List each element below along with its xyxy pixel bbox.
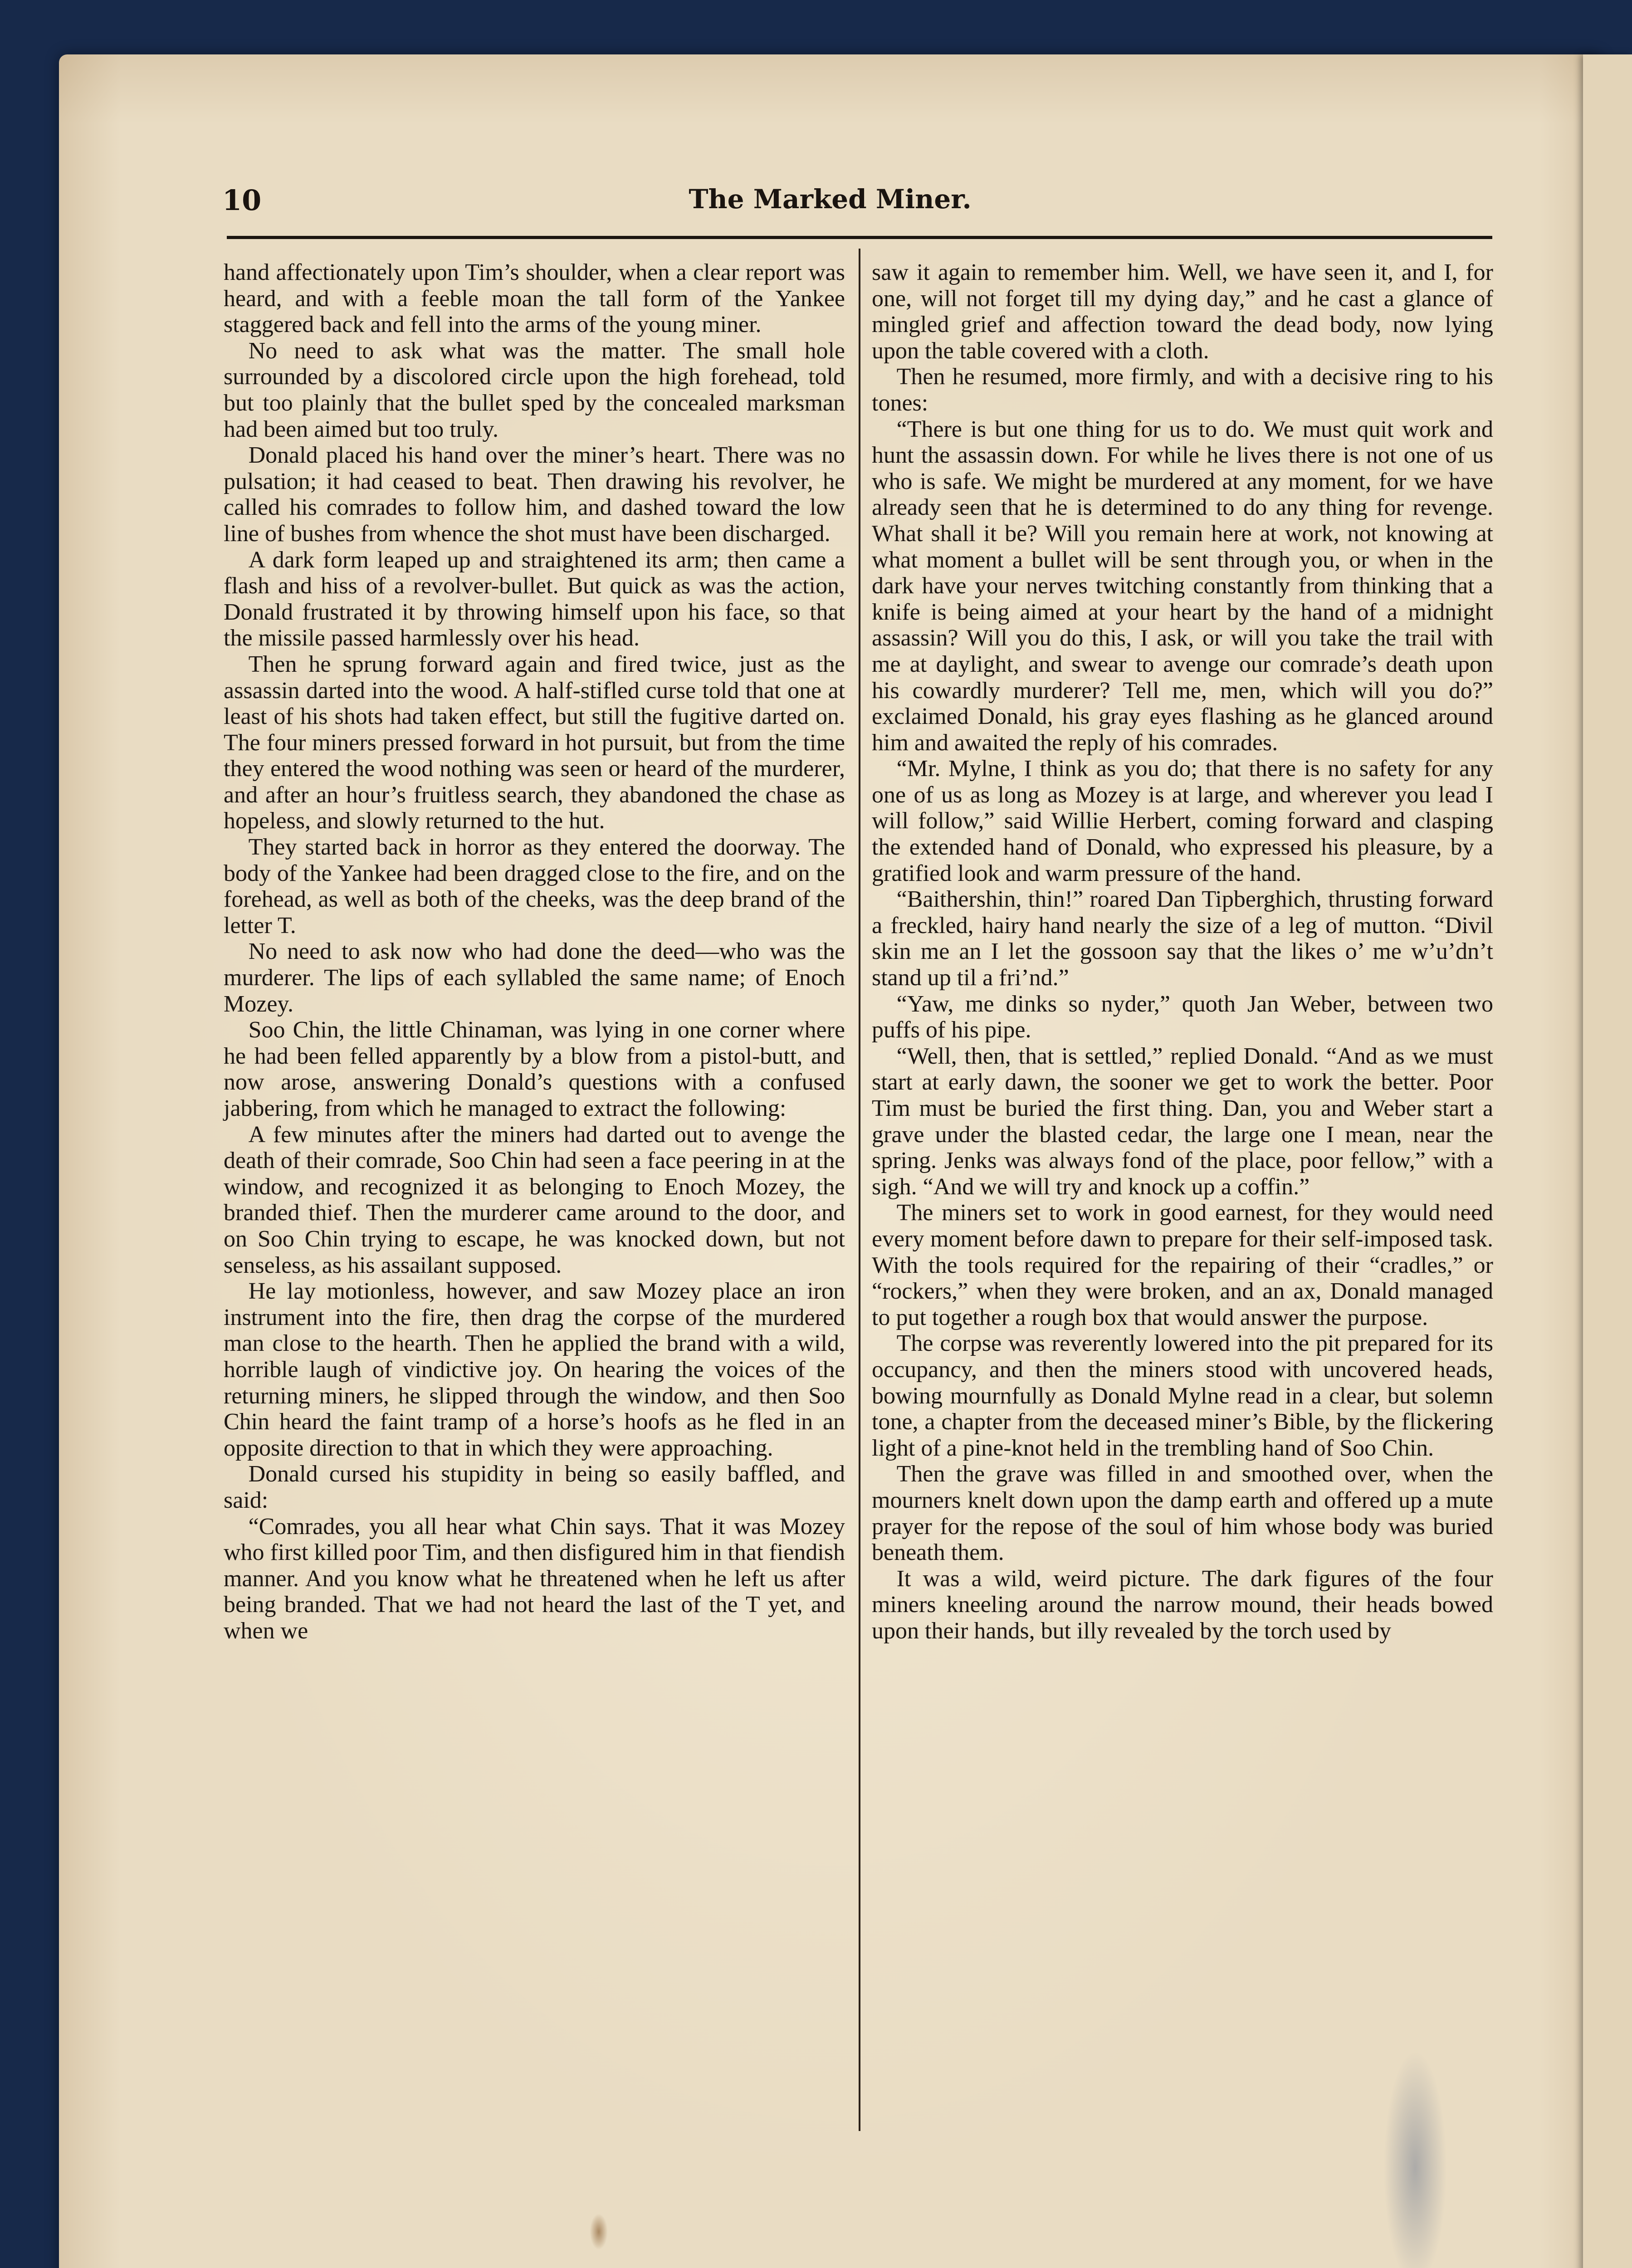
paragraph: Then he sprung forward again and fired twice, just as the assassin darted into the wood. A half-stifled curse told that one at least of his shots had taken effect, but still the fugitive darted on. The four miners pressed forward in hot pursuit, but from the time they entered the wood nothing was seen or heard of the murderer, and after an hour’s fruitless search, they abandoned the chase as hopeless, and slowly returned to the hut. <box>224 651 845 834</box>
paragraph: A few minutes after the miners had darted out to avenge the death of their comrade, Soo Chin had seen a face peering in at the window, and recognized it as belonging to Enoch Mozey, the branded thief. Then the murderer came around to the door, and on Soo Chin trying to escape, he was knocked down, but not senseless, as his assailant supposed. <box>224 1121 845 1278</box>
paragraph: He lay motionless, however, and saw Mozey place an iron instrument into the fire, then drag the corpse of the murdered man close to the hearth. Then he applied the brand with a wild, horrible laugh of vindictive joy. On hearing the voices of the returning miners, he slipped through the window, and then Soo Chin heard the faint tramp of a horse’s hoofs as he fled in an opposite direction to that in which they were approaching. <box>224 1278 845 1461</box>
column-divider <box>859 249 860 2131</box>
paragraph: Then he resumed, more firmly, and with a decisive ring to his tones: <box>872 364 1493 416</box>
paragraph: No need to ask now who had done the deed—who was the murderer. The lips of each syllabled the same name; of Enoch Mozey. <box>224 938 845 1017</box>
paragraph: The miners set to work in good earnest, for they would need every moment before dawn to prepare for their self-imposed task. With the tools required for the repairing of their “cradles,” or “rockers,” when they were broken, and an ax, Donald managed to put together a rough box that would answer the purpose. <box>872 1200 1493 1330</box>
paragraph: “Comrades, you all hear what Chin says. That it was Mozey who first killed poor Tim, and then disfigured him in that fiendish manner. And you know what he threatened when he left us after being branded. That we had not heard the last of the T yet, and when we <box>224 1513 845 1644</box>
paragraph: Donald placed his hand over the miner’s heart. There was no pulsation; it had ceased to beat. Then drawing his revolver, he called his comrades to follow him, and dashed toward the low line of bushes from whence the shot must have been discharged. <box>224 442 845 547</box>
page-header <box>168 179 1492 229</box>
paragraph: A dark form leaped up and straightened its arm; then came a flash and hiss of a revolver-bullet. But quick as was the action, Donald frustrated it by throwing himself upon his face, so that the missile passed harmlessly over his head. <box>224 547 845 651</box>
paragraph: hand affectionately upon Tim’s shoulder, when a clear report was heard, and with a feeble moan the tall form of the Yankee staggered back and fell into the arms of the young miner. <box>224 259 845 338</box>
right-column <box>872 259 1493 1644</box>
paragraph: No need to ask what was the matter. The small hole surrounded by a discolored circle upon the high forehead, told but too plainly that the bullet sped by the concealed marksman had been aimed but too truly. <box>224 337 845 442</box>
paragraph: Soo Chin, the little Chinaman, was lying in one corner where he had been felled apparently by a blow from a pistol-butt, and now arose, answering Donald’s questions with a confused jabbering, from which he managed to extract the following: <box>224 1017 845 1121</box>
paragraph: The corpse was reverently lowered into the pit prepared for its occupancy, and then the miners stood with uncovered heads, bowing mournfully as Donald Mylne read in a clear, but solemn tone, a chapter from the deceased miner’s Bible, by the flickering light of a pine-knot held in the trembling hand of Soo Chin. <box>872 1330 1493 1461</box>
paragraph: “There is but one thing for us to do. We must quit work and hunt the assassin down. For while he lives there is not one of us who is safe. We might be murdered at any moment, for we have already seen that he is determined to do any thing for revenge. What shall it be? Will you remain here at work, not knowing at what moment a bullet will be sent through you, or when in the dark have your nerves twitching constantly from thinking that a knife is being aimed at your heart by the hand of a midnight assassin? Will you do this, I ask, or will you take the trail with me at daylight, and swear to avenge our comrade’s death upon his cowardly murderer? Tell me, men, which will you do?” exclaimed Donald, his gray eyes flashing as he glanced around him and awaited the reply of his comrades. <box>872 416 1493 756</box>
next-page-edge <box>1583 54 1632 2268</box>
paragraph: “Well, then, that is settled,” replied Donald. “And as we must start at early dawn, the sooner we get to work the better. Poor Tim must be buried the first thing. Dan, you and Weber start a grave under the blasted cedar, the large one I mean, near the spring. Jenks was always fond of the place, poor fellow,” with a sigh. “And we will try and knock up a coffin.” <box>872 1043 1493 1200</box>
paragraph: They started back in horror as they entered the doorway. The body of the Yankee had been dragged close to the fire, and on the forehead, as well as both of the cheeks, was the deep brand of the letter T. <box>224 834 845 938</box>
paragraph: “Yaw, me dinks so nyder,” quoth Jan Weber, between two puffs of his pipe. <box>872 991 1493 1043</box>
header-rule <box>227 236 1492 239</box>
paragraph: saw it again to remember him. Well, we have seen it, and I, for one, will not forget till my dying day,” and he cast a glance of mingled grief and affection toward the dead body, now lying upon the table covered with a cloth. <box>872 259 1493 364</box>
running-title: The Marked Miner. <box>689 184 972 215</box>
paragraph: “Mr. Mylne, I think as you do; that there is no safety for any one of us as long as Mozey is at large, and wherever you lead I will follow,” said Willie Herbert, coming forward and clasping the extended hand of Donald, who expressed his pleasure, by a gratified look and warm pressure of the hand. <box>872 756 1493 886</box>
paragraph: “Baithershin, thin!” roared Dan Tipberghich, thrusting forward a freckled, hairy hand nearly the size of a leg of mutton. “Divil skin me an I let the gossoon say that the likes o’ me w’u’dn’t stand up til a fri’nd.” <box>872 886 1493 991</box>
page-number: 10 <box>222 184 262 217</box>
left-column <box>224 259 845 1644</box>
paragraph: It was a wild, weird picture. The dark figures of the four miners kneeling around the narrow mound, their heads bowed upon their hands, but illy revealed by the torch used by <box>872 1565 1493 1644</box>
paragraph: Donald cursed his stupidity in being so easily baffled, and said: <box>224 1461 845 1513</box>
paragraph: Then the grave was filled in and smoothed over, when the mourners knelt down upon the damp earth and offered up a mute prayer for the repose of the soul of him whose body was buried beneath them. <box>872 1461 1493 1566</box>
